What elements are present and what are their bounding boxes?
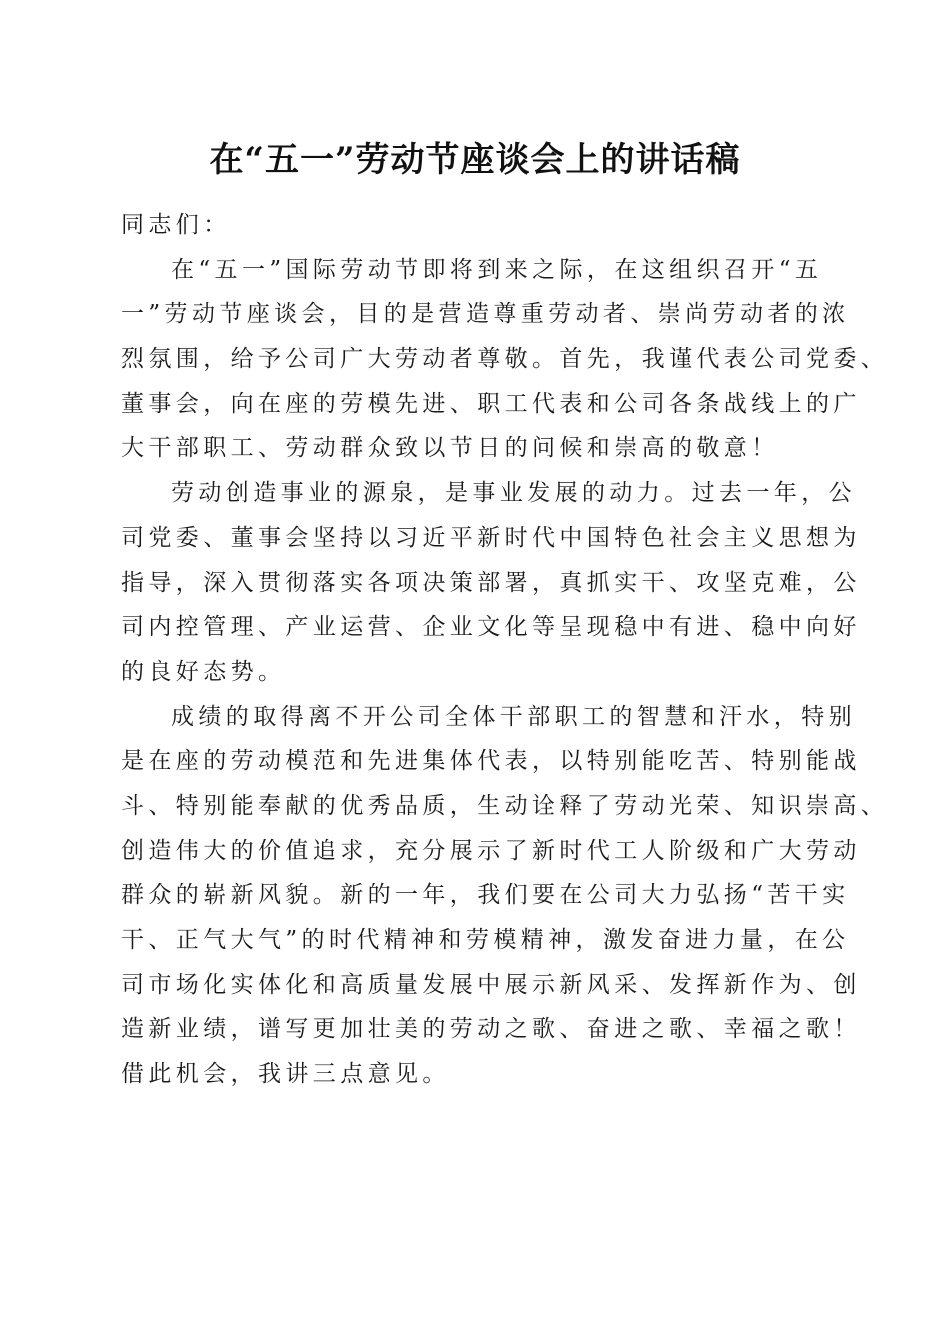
paragraph-3-line: 借此机会，我讲三点意见。 (121, 1061, 450, 1088)
paragraph-1-line: 董事会，向在座的劳模先进、职工代表和公司各条战线上的广 (121, 390, 861, 417)
paragraph-3-line: 群众的崭新风貌。新的一年，我们要在公司大力弘扬“苦干实 (121, 882, 850, 909)
paragraph-3-line: 司市场化实体化和高质量发展中展示新风采、发挥新作为、创 (121, 971, 861, 998)
paragraph-2-line: 劳动创造事业的源泉，是事业发展的动力。过去一年，公 (171, 480, 856, 507)
paragraph-1-line: 烈氛围，给予公司广大劳动者尊敬。首先，我谨代表公司党委、 (121, 346, 889, 373)
document-title: 在“五一”劳动节座谈会上的讲话稿 (209, 140, 741, 180)
paragraph-2-line: 的良好态势。 (121, 658, 286, 685)
document-body (121, 203, 889, 1097)
paragraph-3-line: 斗、特别能奉献的优秀品质，生动诠释了劳动光荣、知识崇高、 (121, 792, 889, 819)
paragraph-2-line: 司党委、董事会坚持以习近平新时代中国特色社会主义思想为 (121, 524, 861, 551)
paragraph-1-line: 一”劳动节座谈会，目的是营造尊重劳动者、崇尚劳动者的浓 (121, 301, 850, 328)
paragraph-3-line: 干、正气大气”的时代精神和劳模精神，激发奋进力量，在公 (121, 927, 850, 953)
paragraph-1-line: 在“五一”国际劳动节即将到来之际，在这组织召开“五 (171, 256, 823, 283)
paragraph-3-line: 成绩的取得离不开公司全体干部职工的智慧和汗水，特别 (171, 703, 856, 730)
paragraph-3-line: 造新业绩，谱写更加壮美的劳动之歌、奋进之歌、幸福之歌！ (121, 1016, 861, 1043)
paragraph-3-line: 是在座的劳动模范和先进集体代表，以特别能吃苦、特别能战 (121, 748, 861, 775)
salutation: 同志们： (121, 212, 231, 238)
paragraph-2-line: 司内控管理、产业运营、企业文化等呈现稳中有进、稳中向好 (121, 614, 861, 641)
paragraph-3-line: 创造伟大的价值追求，充分展示了新时代工人阶级和广大劳动 (121, 837, 861, 864)
paragraph-1-line: 大干部职工、劳动群众致以节日的问候和崇高的敬意！ (121, 435, 779, 462)
paragraph-2-line: 指导，深入贯彻落实各项决策部署，真抓实干、攻坚克难，公 (121, 569, 861, 596)
